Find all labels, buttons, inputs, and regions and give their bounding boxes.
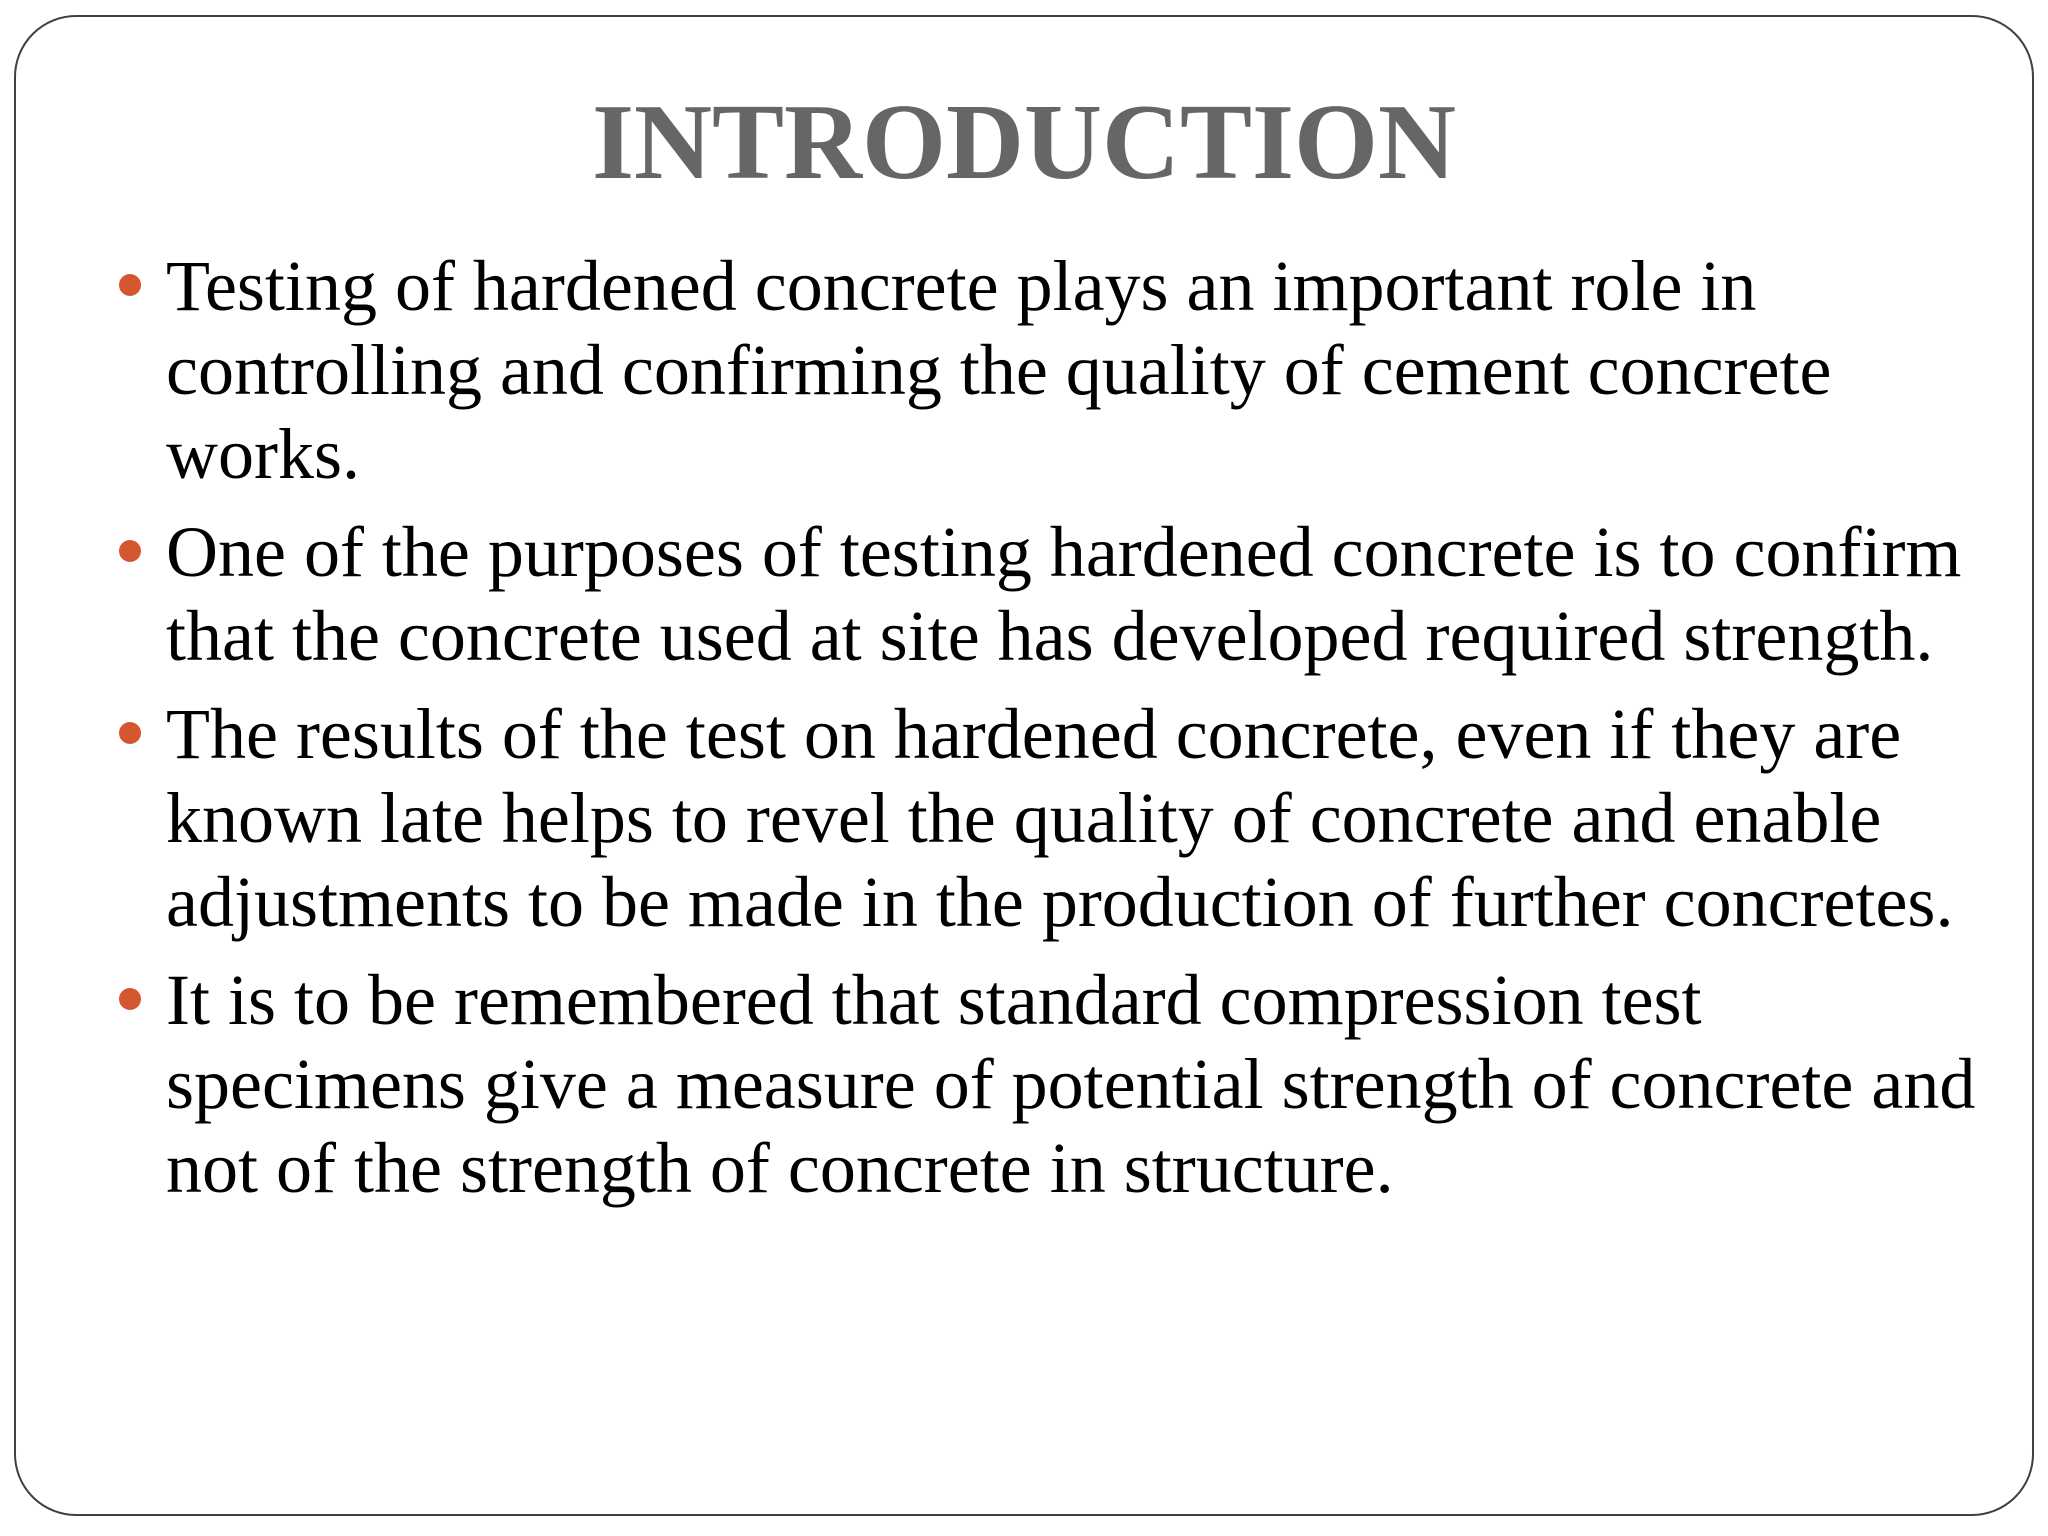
bullet-dot-icon	[119, 722, 141, 744]
slide-frame	[14, 15, 2034, 1516]
bullet-item	[166, 692, 2006, 944]
bullet-item	[166, 958, 2006, 1210]
bullet-dot-icon	[119, 540, 141, 562]
bullet-text: One of the purposes of testing hardened concrete is to confirm that the concrete used at site has developed required strength.	[166, 512, 1962, 676]
bullet-item	[166, 510, 2006, 678]
slide-title: INTRODUCTION	[591, 83, 1457, 202]
bullet-list	[166, 244, 2006, 1224]
bullet-item	[166, 244, 2006, 496]
bullet-dot-icon	[119, 988, 141, 1010]
bullet-text: The results of the test on hardened concrete, even if they are known late helps to revel the quality of concrete and enable adjustments to be made in the production of further concretes.	[166, 694, 1954, 942]
bullet-text: Testing of hardened concrete plays an important role in controlling and confirming the quality of cement concrete works.	[166, 246, 1832, 494]
bullet-text: It is to be remembered that standard compression test specimens give a measure of potential strength of concrete and not of the strength of concrete in structure.	[166, 960, 1976, 1208]
bullet-dot-icon	[119, 274, 141, 296]
